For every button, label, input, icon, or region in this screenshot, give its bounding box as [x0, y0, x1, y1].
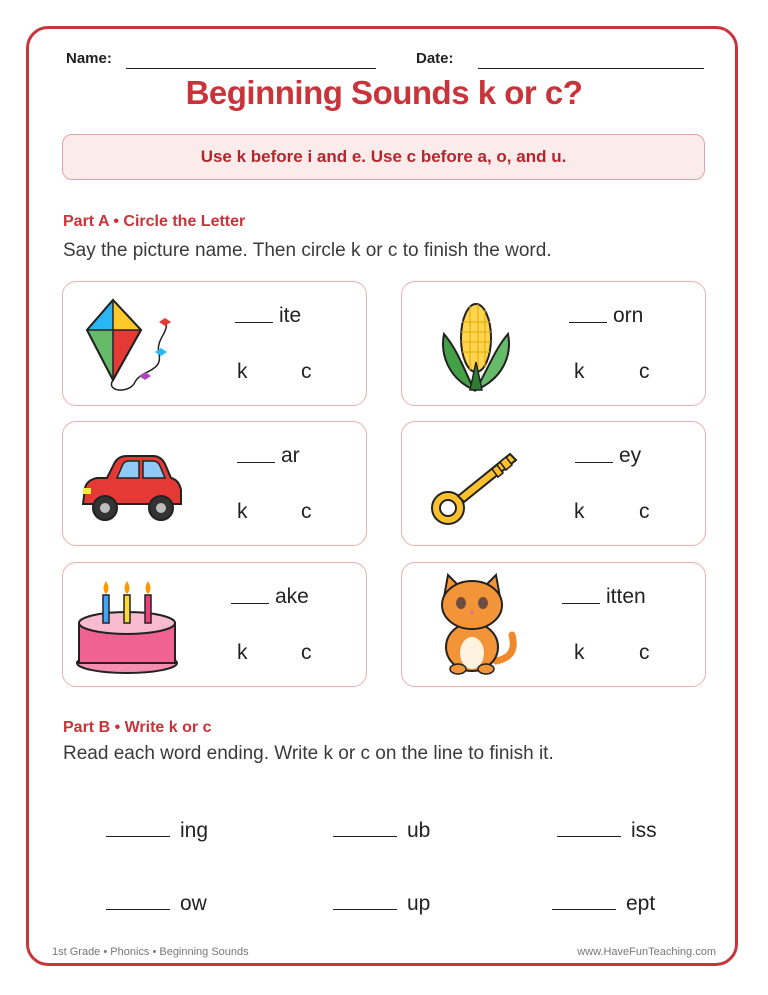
name-label: Name:	[66, 50, 112, 67]
option-c[interactable]: c	[639, 500, 650, 523]
option-k[interactable]: k	[237, 360, 248, 383]
footer-breadcrumb: 1st Grade • Phonics • Beginning Sounds	[52, 946, 249, 958]
option-k[interactable]: k	[237, 641, 248, 664]
word-blank[interactable]: ake	[231, 585, 309, 609]
option-c[interactable]: c	[301, 500, 312, 523]
option-c[interactable]: c	[639, 641, 650, 664]
card-kitten	[401, 562, 706, 687]
card-key	[401, 421, 706, 546]
cake-icon	[75, 573, 187, 677]
option-c[interactable]: c	[301, 360, 312, 383]
word-blank[interactable]: ar	[237, 444, 300, 468]
kite-icon	[75, 292, 187, 396]
option-k[interactable]: k	[574, 500, 585, 523]
footer-website[interactable]: www.HaveFunTeaching.com	[577, 946, 716, 958]
write-item[interactable]: up	[333, 892, 430, 916]
word-blank[interactable]: itten	[562, 585, 646, 609]
write-item[interactable]: ing	[106, 819, 208, 843]
option-c[interactable]: c	[301, 641, 312, 664]
card-corn	[401, 281, 706, 406]
option-k[interactable]: k	[574, 360, 585, 383]
write-item[interactable]: ub	[333, 819, 430, 843]
option-c[interactable]: c	[639, 360, 650, 383]
name-field[interactable]	[126, 68, 376, 69]
page-title: Beginning Sounds k or c?	[185, 74, 583, 111]
rule-banner: Use k before i and e. Use c before a, o, and u.	[62, 134, 705, 180]
date-label: Date:	[416, 50, 454, 67]
key-icon	[414, 432, 526, 536]
car-icon	[75, 432, 187, 536]
word-blank[interactable]: ey	[575, 444, 641, 468]
write-item[interactable]: iss	[557, 819, 657, 843]
word-blank[interactable]: orn	[569, 304, 643, 328]
date-field[interactable]	[478, 68, 704, 69]
card-cake	[62, 562, 367, 687]
option-k[interactable]: k	[574, 641, 585, 664]
option-k[interactable]: k	[237, 500, 248, 523]
corn-icon	[414, 292, 526, 396]
part-b-title: Part B • Write k or c	[63, 719, 212, 736]
part-b-instruction: Read each word ending. Write k or c on the line to finish it.	[63, 743, 554, 764]
write-item[interactable]: ow	[106, 892, 207, 916]
card-car	[62, 421, 367, 546]
write-item[interactable]: ept	[552, 892, 655, 916]
word-blank[interactable]: ite	[235, 304, 301, 328]
part-a-instruction: Say the picture name. Then circle k or c to finish the word.	[63, 240, 552, 261]
card-kite	[62, 281, 367, 406]
kitten-icon	[414, 573, 526, 677]
part-a-title: Part A • Circle the Letter	[63, 213, 246, 230]
